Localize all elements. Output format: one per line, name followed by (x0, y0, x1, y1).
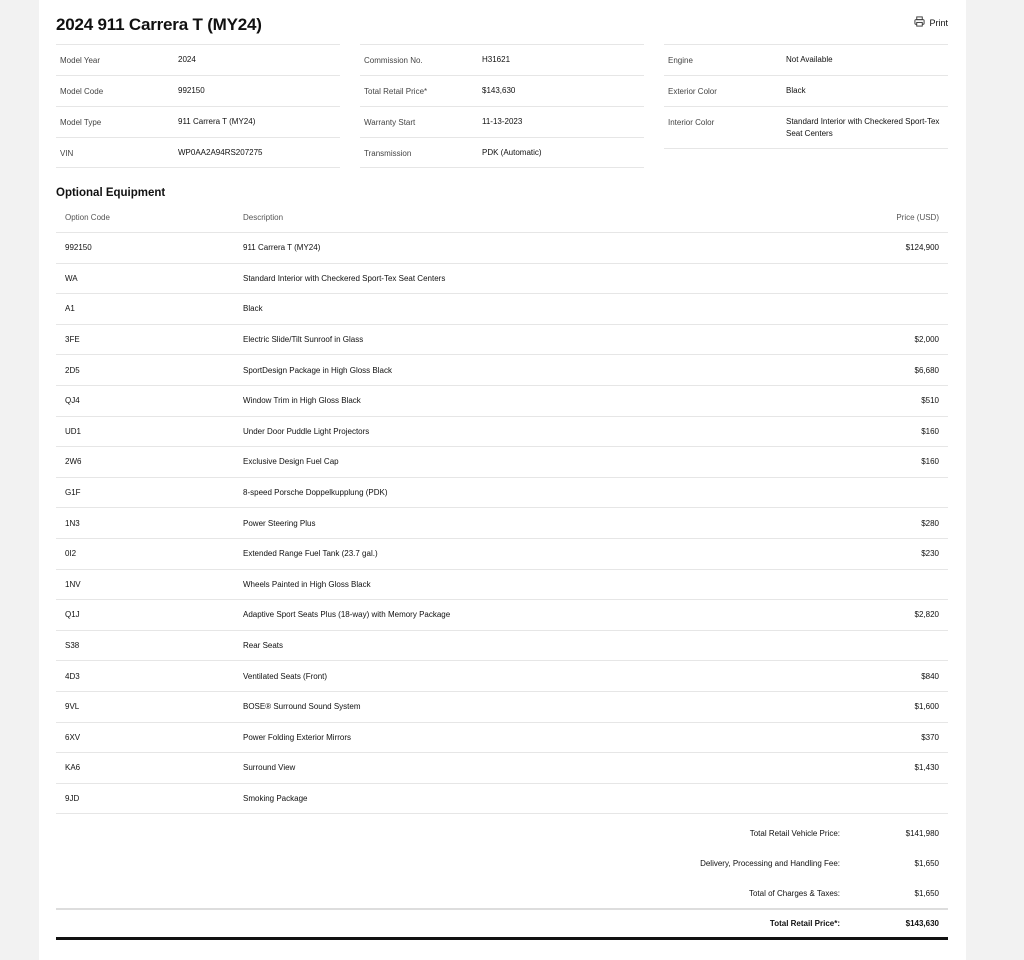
table-row (56, 600, 948, 631)
option-price: $510 (921, 396, 939, 406)
option-description: Ventilated Seats (Front) (243, 671, 328, 681)
option-price: $1,600 (914, 702, 939, 712)
option-description: BOSE® Surround Sound System (243, 702, 361, 712)
spec-value: Black (786, 86, 806, 95)
spec-label: VIN (60, 149, 74, 158)
option-description: Rear Seats (243, 641, 284, 651)
table-row (56, 508, 948, 539)
table-body (56, 233, 948, 814)
table-row (56, 294, 948, 325)
table-row (56, 631, 948, 662)
option-description: Standard Interior with Checkered Sport-Tex Seat Centers (243, 273, 446, 283)
option-description: Adaptive Sport Seats Plus (18-way) with Memory Package (243, 610, 451, 620)
table-row (56, 386, 948, 417)
option-code: 3FE (65, 335, 80, 345)
table-row (56, 723, 948, 754)
spec-label: Commission No. (364, 56, 423, 65)
spec-value: 11-13-2023 (482, 117, 523, 126)
option-code: A1 (65, 304, 75, 314)
spec-row (664, 75, 948, 106)
column-header-description: Description (243, 213, 284, 222)
option-price: $230 (921, 549, 939, 559)
option-price: $280 (921, 518, 939, 528)
option-description: Wheels Painted in High Gloss Black (243, 579, 371, 589)
option-price: $2,820 (914, 610, 939, 620)
option-price: $124,900 (905, 243, 939, 253)
option-description: Black (243, 304, 263, 314)
spec-label: Warranty Start (364, 118, 416, 127)
option-code: Q1J (65, 610, 80, 620)
option-price: $160 (921, 457, 939, 467)
option-code: KA6 (65, 763, 81, 773)
specs-column-2 (360, 44, 644, 168)
spec-value: WP0AA2A94RS207275 (178, 148, 263, 157)
option-code: 2D5 (65, 365, 80, 375)
option-code: 9JD (65, 793, 80, 803)
table-row (56, 478, 948, 509)
total-value: $1,650 (914, 888, 939, 898)
table-row (56, 539, 948, 570)
option-description: 911 Carrera T (MY24) (243, 243, 321, 253)
spec-value: 911 Carrera T (MY24) (178, 117, 256, 126)
table-row (56, 447, 948, 478)
total-retail-price-row (56, 908, 948, 940)
spec-row (56, 44, 340, 75)
spec-value: 992150 (178, 86, 205, 95)
spec-row (360, 44, 644, 75)
price-totals (56, 818, 948, 940)
option-description: Power Folding Exterior Mirrors (243, 732, 352, 742)
option-code: 9VL (65, 702, 80, 712)
spec-row (56, 137, 340, 168)
option-code: 6XV (65, 732, 81, 742)
spec-row (360, 137, 644, 168)
spec-row (664, 106, 948, 149)
spec-value: Not Available (786, 55, 833, 64)
option-description: SportDesign Package in High Gloss Black (243, 365, 392, 375)
specs-column-1 (56, 44, 340, 168)
option-description: Electric Slide/Tilt Sunroof in Glass (243, 335, 364, 345)
option-code: 992150 (65, 243, 92, 253)
optional-equipment-table (56, 203, 948, 814)
total-label: Total of Charges & Taxes: (748, 888, 840, 898)
option-description: Extended Range Fuel Tank (23.7 gal.) (243, 549, 378, 559)
option-description: Surround View (243, 763, 296, 773)
spec-value: PDK (Automatic) (482, 148, 542, 157)
option-price: $6,680 (914, 365, 939, 375)
spec-row (360, 75, 644, 106)
spec-value: 2024 (178, 55, 196, 64)
option-description: Under Door Puddle Light Projectors (243, 426, 370, 436)
option-description: Smoking Package (243, 793, 308, 803)
option-code: G1F (65, 488, 81, 498)
total-row (56, 848, 948, 878)
table-row (56, 661, 948, 692)
option-code: QJ4 (65, 396, 80, 406)
spec-value: H31621 (482, 55, 511, 64)
option-description: Window Trim in High Gloss Black (243, 396, 361, 406)
option-code: WA (65, 273, 78, 283)
option-code: 4D3 (65, 671, 80, 681)
option-code: UD1 (65, 426, 82, 436)
total-value: $1,650 (914, 858, 939, 868)
total-row (56, 818, 948, 848)
print-button[interactable] (914, 16, 948, 29)
spec-label: Model Code (60, 87, 104, 96)
option-code: S38 (65, 641, 80, 651)
spec-row (360, 106, 644, 137)
spec-value: Standard Interior with Checkered Sport-Tex Seat Centers (786, 117, 940, 138)
specs-column-3 (664, 44, 948, 149)
table-row (56, 233, 948, 264)
page-title: 2024 911 Carrera T (MY24) (56, 15, 262, 34)
table-row (56, 753, 948, 784)
spec-row (56, 75, 340, 106)
spec-row (56, 106, 340, 137)
total-label: Delivery, Processing and Handling Fee: (700, 858, 840, 868)
table-row (56, 264, 948, 295)
spec-label: Model Type (60, 118, 102, 127)
option-description: Power Steering Plus (243, 518, 316, 528)
spec-label: Exterior Color (668, 87, 717, 96)
option-price: $370 (921, 732, 939, 742)
column-header-price: Price (USD) (896, 213, 939, 222)
option-code: 1N3 (65, 518, 80, 528)
spec-label: Engine (668, 56, 693, 65)
table-row (56, 784, 948, 815)
option-description: 8-speed Porsche Doppelkupplung (PDK) (243, 488, 388, 498)
total-value: $143,630 (905, 919, 939, 928)
option-price: $2,000 (914, 335, 939, 345)
option-code: 2W6 (65, 457, 82, 467)
spec-value: $143,630 (482, 86, 516, 95)
spec-label: Transmission (364, 149, 412, 158)
column-header-code: Option Code (65, 213, 110, 222)
spec-row (664, 44, 948, 75)
printer-icon (914, 16, 925, 29)
table-header (56, 203, 948, 233)
print-label: Print (929, 17, 948, 28)
spec-label: Model Year (60, 56, 101, 65)
total-label: Total Retail Price*: (769, 919, 840, 928)
price-sheet (39, 0, 966, 960)
option-description: Exclusive Design Fuel Cap (243, 457, 339, 467)
option-code: 0I2 (65, 549, 77, 559)
total-row (56, 878, 948, 908)
optional-equipment-heading: Optional Equipment (56, 187, 166, 199)
table-row (56, 417, 948, 448)
table-row (56, 325, 948, 356)
spec-label: Interior Color (668, 118, 715, 127)
option-price: $1,430 (914, 763, 939, 773)
table-row (56, 570, 948, 601)
table-row (56, 692, 948, 723)
total-value: $141,980 (905, 828, 939, 838)
table-row (56, 355, 948, 386)
option-price: $160 (921, 426, 939, 436)
option-price: $840 (921, 671, 939, 681)
total-label: Total Retail Vehicle Price: (749, 828, 840, 838)
option-code: 1NV (65, 579, 81, 589)
spec-label: Total Retail Price* (364, 87, 428, 96)
